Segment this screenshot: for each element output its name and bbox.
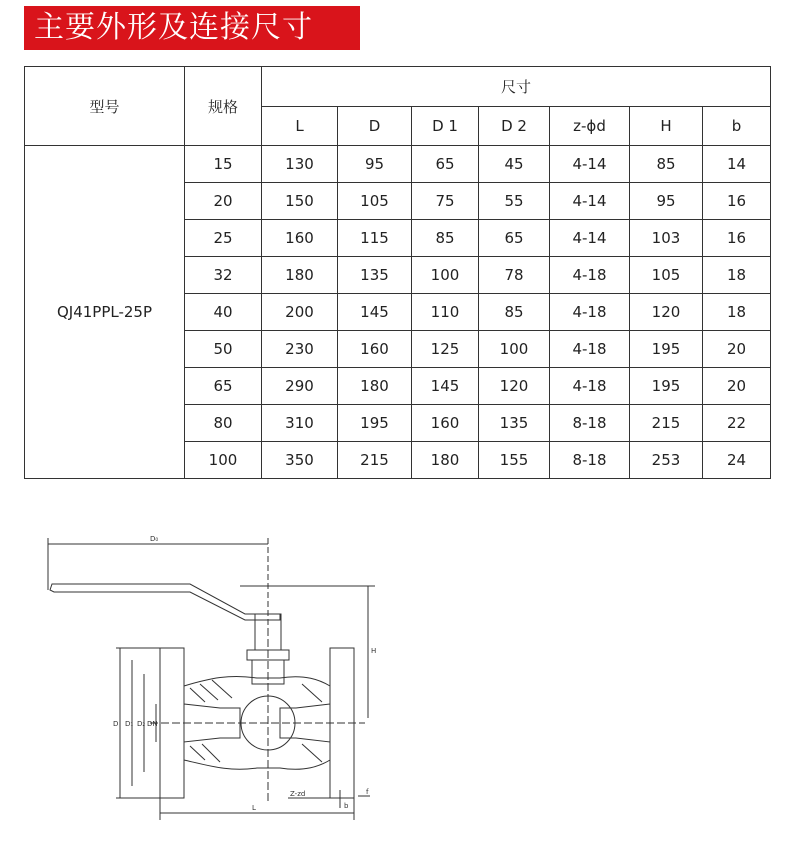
header-model: 型号: [25, 67, 185, 146]
value-cell: 135: [338, 257, 412, 294]
value-cell: 16: [703, 183, 771, 220]
hatch-line: [190, 688, 205, 702]
label-dn: DN: [147, 720, 158, 728]
value-cell: 105: [338, 183, 412, 220]
value-cell: 95: [630, 183, 703, 220]
label-f: f: [366, 788, 369, 796]
label-d2: D₂: [137, 720, 146, 728]
header-dimensions: 尺寸: [262, 67, 771, 107]
header-d2: D 2: [479, 107, 550, 146]
table-row: [25, 146, 771, 183]
hatch-line: [190, 746, 205, 760]
label-l: L: [252, 804, 256, 812]
spec-cell: 100: [185, 442, 262, 479]
value-cell: 115: [338, 220, 412, 257]
value-cell: 215: [338, 442, 412, 479]
value-cell: 22: [703, 405, 771, 442]
value-cell: 20: [703, 368, 771, 405]
value-cell: 4-14: [550, 146, 630, 183]
value-cell: 135: [479, 405, 550, 442]
label-d: D: [113, 720, 119, 728]
value-cell: 4-18: [550, 257, 630, 294]
value-cell: 155: [479, 442, 550, 479]
value-cell: 8-18: [550, 442, 630, 479]
value-cell: 95: [338, 146, 412, 183]
value-cell: 100: [479, 331, 550, 368]
label-d0: D₀: [150, 535, 159, 543]
header-spec: 规格: [185, 67, 262, 146]
model-cell: QJ41PPL-25P: [25, 146, 185, 479]
label-zd: Z-zd: [290, 790, 306, 798]
value-cell: 85: [479, 294, 550, 331]
value-cell: 145: [412, 368, 479, 405]
value-cell: 55: [479, 183, 550, 220]
hatch-line: [212, 680, 232, 698]
value-cell: 160: [262, 220, 338, 257]
value-cell: 350: [262, 442, 338, 479]
value-cell: 195: [338, 405, 412, 442]
handle: [50, 584, 280, 620]
value-cell: 18: [703, 257, 771, 294]
value-cell: 100: [412, 257, 479, 294]
value-cell: 85: [630, 146, 703, 183]
value-cell: 180: [338, 368, 412, 405]
value-cell: 4-14: [550, 220, 630, 257]
value-cell: 125: [412, 331, 479, 368]
dimensions-table: [24, 66, 771, 479]
valve-technical-drawing: [40, 528, 380, 828]
value-cell: 230: [262, 331, 338, 368]
value-cell: 105: [630, 257, 703, 294]
value-cell: 16: [703, 220, 771, 257]
label-h: H: [371, 647, 377, 655]
value-cell: 18: [703, 294, 771, 331]
spec-cell: 65: [185, 368, 262, 405]
value-cell: 150: [262, 183, 338, 220]
value-cell: 4-18: [550, 331, 630, 368]
spec-cell: 15: [185, 146, 262, 183]
value-cell: 120: [630, 294, 703, 331]
value-cell: 130: [262, 146, 338, 183]
hatch-line: [302, 744, 322, 762]
spec-cell: 20: [185, 183, 262, 220]
label-b: b: [344, 802, 349, 810]
header-h: H: [630, 107, 703, 146]
value-cell: 160: [412, 405, 479, 442]
spec-cell: 50: [185, 331, 262, 368]
value-cell: 8-18: [550, 405, 630, 442]
value-cell: 4-14: [550, 183, 630, 220]
value-cell: 180: [412, 442, 479, 479]
value-cell: 103: [630, 220, 703, 257]
spec-cell: 80: [185, 405, 262, 442]
value-cell: 195: [630, 368, 703, 405]
value-cell: 290: [262, 368, 338, 405]
header-b: b: [703, 107, 771, 146]
value-cell: 20: [703, 331, 771, 368]
value-cell: 195: [630, 331, 703, 368]
hatch-line: [200, 684, 218, 700]
header-z-d: z-ϕd: [550, 107, 630, 146]
value-cell: 215: [630, 405, 703, 442]
value-cell: 65: [479, 220, 550, 257]
valve-drawing: [40, 528, 380, 828]
value-cell: 145: [338, 294, 412, 331]
value-cell: 78: [479, 257, 550, 294]
value-cell: 45: [479, 146, 550, 183]
value-cell: 110: [412, 294, 479, 331]
value-cell: 160: [338, 331, 412, 368]
value-cell: 120: [479, 368, 550, 405]
spec-cell: 32: [185, 257, 262, 294]
header-l: L: [262, 107, 338, 146]
value-cell: 24: [703, 442, 771, 479]
value-cell: 200: [262, 294, 338, 331]
value-cell: 253: [630, 442, 703, 479]
value-cell: 75: [412, 183, 479, 220]
value-cell: 85: [412, 220, 479, 257]
value-cell: 4-18: [550, 368, 630, 405]
spec-cell: 40: [185, 294, 262, 331]
header-d: D: [338, 107, 412, 146]
value-cell: 65: [412, 146, 479, 183]
value-cell: 310: [262, 405, 338, 442]
value-cell: 14: [703, 146, 771, 183]
hatch-line: [302, 684, 322, 702]
header-d1: D 1: [412, 107, 479, 146]
value-cell: 4-18: [550, 294, 630, 331]
value-cell: 180: [262, 257, 338, 294]
label-d1: D₁: [125, 720, 134, 728]
spec-cell: 25: [185, 220, 262, 257]
section-title: 主要外形及连接尺寸: [24, 6, 360, 50]
